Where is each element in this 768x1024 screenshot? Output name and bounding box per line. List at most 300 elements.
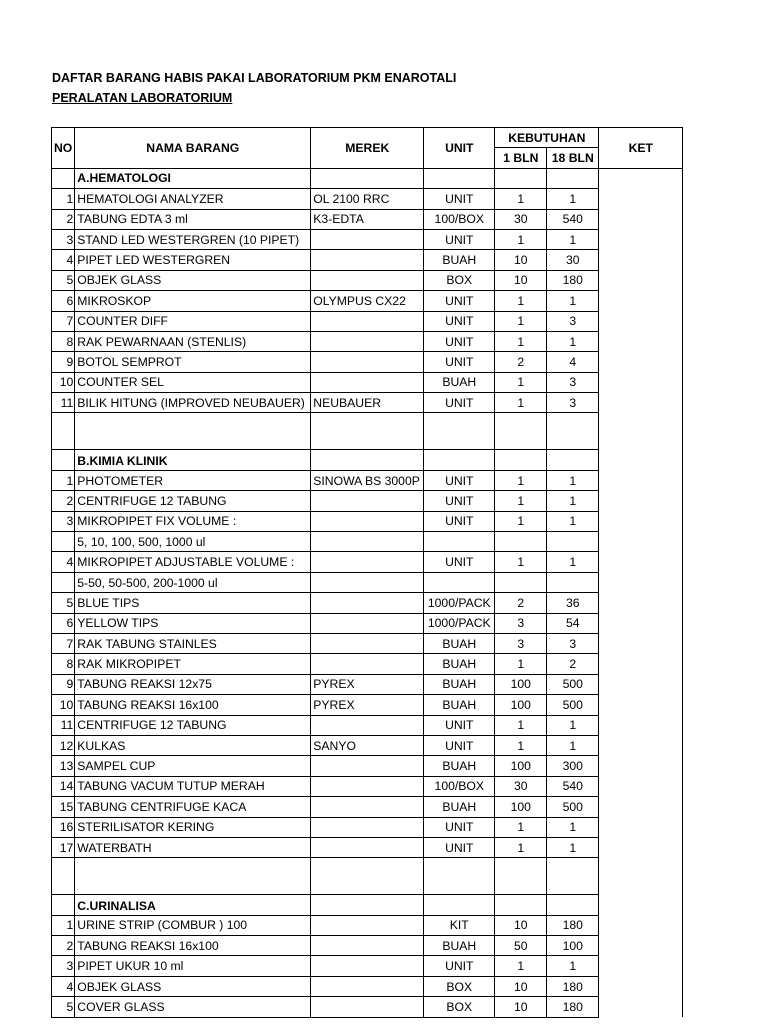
cell-no [52,895,75,915]
cell-unit: BUAH [424,654,495,674]
cell-unit: 1000/PACK [424,613,495,633]
cell-18-bln: 54 [547,613,599,633]
cell-no: 4 [52,250,75,270]
cell-nama-barang: BILIK HITUNG (IMPROVED NEUBAUER) [75,393,311,413]
cell-merek: PYREX [311,695,424,715]
cell-unit: BOX [424,270,495,290]
table-body [52,168,683,1017]
cell-nama-barang: MIKROSKOP [75,291,311,311]
cell-ket [599,511,683,531]
document-subtitle: PERALATAN LABORATORIUM [52,91,233,105]
cell-unit: BOX [424,976,495,996]
cell-18-bln: 1 [547,470,599,490]
cell-no: 2 [52,491,75,511]
cell-merek [311,915,424,935]
section-row [52,168,683,188]
cell-1-bln: 2 [495,593,547,613]
cell-merek [311,817,424,837]
table-row [52,352,683,372]
cell-nama-barang: COUNTER SEL [75,372,311,392]
cell-merek [311,756,424,776]
cell-18-bln: 100 [547,936,599,956]
table-row [52,291,683,311]
cell-nama-barang: TABUNG CENTRIFUGE KACA [75,797,311,817]
cell-no: 8 [52,654,75,674]
cell-unit: UNIT [424,331,495,351]
header-ket: KET [599,128,683,169]
cell-unit: BUAH [424,372,495,392]
cell-unit: UNIT [424,817,495,837]
cell-18-bln: 1 [547,837,599,857]
cell-18-bln: 1 [547,229,599,249]
cell-merek: K3-EDTA [311,209,424,229]
cell-merek [311,250,424,270]
cell-nama-barang: COVER GLASS [75,997,311,1017]
cell-18-bln: 300 [547,756,599,776]
cell-merek [311,311,424,331]
inventory-table [51,127,683,1018]
cell-merek [311,936,424,956]
cell-unit: UNIT [424,470,495,490]
cell-ket [599,895,683,915]
cell-ket [599,189,683,209]
cell-no: 6 [52,613,75,633]
cell-no: 1 [52,915,75,935]
cell-1-bln: 100 [495,674,547,694]
cell-merek [311,532,424,552]
cell-1-bln [495,895,547,915]
spacer-row [52,413,683,450]
table-row [52,189,683,209]
cell-merek [311,633,424,653]
section-title: B.KIMIA KLINIK [75,450,311,470]
cell-nama-barang: KULKAS [75,735,311,755]
cell-no: 11 [52,715,75,735]
cell-ket [599,209,683,229]
cell-merek [311,352,424,372]
cell-18-bln: 3 [547,393,599,413]
cell-1-bln: 1 [495,189,547,209]
cell-unit: UNIT [424,393,495,413]
cell-nama-barang: STAND LED WESTERGREN (10 PIPET) [75,229,311,249]
cell-1-bln: 1 [495,311,547,331]
cell-ket [599,654,683,674]
cell-ket [599,532,683,552]
cell-no: 17 [52,837,75,857]
cell-nama-barang: TABUNG EDTA 3 ml [75,209,311,229]
cell-merek: SANYO [311,735,424,755]
cell-merek [311,715,424,735]
cell-nama-barang: COUNTER DIFF [75,311,311,331]
table-row [52,331,683,351]
cell-unit: BUAH [424,936,495,956]
cell-nama-barang: 5-50, 50-500, 200-1000 ul [75,572,311,592]
cell-unit: KIT [424,915,495,935]
cell-empty [52,858,75,895]
table-row [52,817,683,837]
cell-1-bln: 2 [495,352,547,372]
cell-no: 2 [52,209,75,229]
table-row [52,511,683,531]
table-row [52,250,683,270]
cell-18-bln: 1 [547,331,599,351]
table-row [52,270,683,290]
table-row [52,997,683,1017]
cell-no [52,572,75,592]
cell-18-bln [547,450,599,470]
cell-no: 12 [52,735,75,755]
cell-18-bln: 30 [547,250,599,270]
inventory-sheet [51,127,683,1018]
table-row [52,613,683,633]
cell-ket [599,956,683,976]
table-row [52,311,683,331]
cell-1-bln: 1 [495,470,547,490]
table-row [52,572,683,592]
header-merek: MEREK [311,128,424,169]
cell-merek [311,976,424,996]
cell-no: 4 [52,552,75,572]
cell-nama-barang: TABUNG VACUM TUTUP MERAH [75,776,311,796]
cell-nama-barang: OBJEK GLASS [75,976,311,996]
cell-1-bln [495,572,547,592]
cell-unit: 100/BOX [424,209,495,229]
cell-unit: UNIT [424,291,495,311]
cell-1-bln [495,168,547,188]
cell-nama-barang: TABUNG REAKSI 12x75 [75,674,311,694]
cell-unit: UNIT [424,837,495,857]
cell-nama-barang: CENTRIFUGE 12 TABUNG [75,491,311,511]
table-row [52,674,683,694]
cell-unit: UNIT [424,229,495,249]
cell-merek [311,776,424,796]
cell-ket [599,168,683,188]
cell-nama-barang: STERILISATOR KERING [75,817,311,837]
cell-no: 1 [52,470,75,490]
table-row [52,695,683,715]
cell-merek [311,837,424,857]
cell-empty [424,858,495,895]
cell-no [52,532,75,552]
table-row [52,735,683,755]
table-row [52,470,683,490]
cell-1-bln: 1 [495,956,547,976]
cell-1-bln: 1 [495,491,547,511]
cell-1-bln: 30 [495,776,547,796]
cell-unit: BUAH [424,633,495,653]
cell-empty [495,858,547,895]
cell-empty [495,413,547,450]
cell-nama-barang: WATERBATH [75,837,311,857]
cell-unit: UNIT [424,552,495,572]
cell-unit: BUAH [424,250,495,270]
cell-unit [424,532,495,552]
cell-18-bln: 2 [547,654,599,674]
cell-merek [311,797,424,817]
header-no: NO [52,128,75,169]
cell-no: 15 [52,797,75,817]
cell-1-bln: 10 [495,997,547,1017]
cell-merek [311,229,424,249]
cell-merek [311,654,424,674]
cell-ket [599,915,683,935]
cell-18-bln: 1 [547,189,599,209]
table-row [52,633,683,653]
cell-18-bln: 540 [547,776,599,796]
cell-ket [599,735,683,755]
table-row [52,976,683,996]
cell-nama-barang: PHOTOMETER [75,470,311,490]
cell-no: 6 [52,291,75,311]
cell-nama-barang: BOTOL SEMPROT [75,352,311,372]
table-row [52,915,683,935]
cell-unit: UNIT [424,956,495,976]
cell-ket [599,817,683,837]
cell-no: 11 [52,393,75,413]
cell-ket [599,776,683,796]
cell-ket [599,393,683,413]
cell-unit: BUAH [424,695,495,715]
table-row [52,209,683,229]
cell-ket [599,331,683,351]
cell-no: 13 [52,756,75,776]
cell-1-bln: 1 [495,331,547,351]
cell-ket [599,674,683,694]
cell-empty [424,413,495,450]
table-row [52,593,683,613]
cell-empty [75,858,311,895]
cell-ket [599,593,683,613]
cell-unit: UNIT [424,311,495,331]
cell-unit: BOX [424,997,495,1017]
cell-nama-barang: HEMATOLOGI ANALYZER [75,189,311,209]
cell-ket [599,837,683,857]
table-row [52,532,683,552]
cell-empty [547,858,599,895]
cell-merek [311,593,424,613]
cell-unit: UNIT [424,189,495,209]
cell-18-bln: 180 [547,915,599,935]
cell-no: 7 [52,311,75,331]
cell-empty [75,413,311,450]
cell-18-bln: 500 [547,797,599,817]
cell-no: 5 [52,997,75,1017]
header-unit: UNIT [424,128,495,169]
cell-unit: UNIT [424,491,495,511]
cell-unit: UNIT [424,352,495,372]
cell-nama-barang: PIPET UKUR 10 ml [75,956,311,976]
cell-ket [599,695,683,715]
cell-nama-barang: CENTRIFUGE 12 TABUNG [75,715,311,735]
cell-1-bln: 100 [495,695,547,715]
cell-1-bln: 1 [495,393,547,413]
cell-18-bln: 1 [547,956,599,976]
cell-1-bln: 10 [495,250,547,270]
cell-nama-barang: RAK MIKROPIPET [75,654,311,674]
cell-18-bln: 500 [547,674,599,694]
cell-nama-barang: URINE STRIP (COMBUR ) 100 [75,915,311,935]
cell-no: 3 [52,229,75,249]
cell-18-bln: 1 [547,735,599,755]
cell-ket [599,229,683,249]
section-row [52,450,683,470]
cell-1-bln: 1 [495,291,547,311]
cell-no: 5 [52,593,75,613]
cell-1-bln: 1 [495,654,547,674]
cell-unit: UNIT [424,715,495,735]
cell-1-bln: 3 [495,613,547,633]
cell-no [52,168,75,188]
section-title: C.URINALISA [75,895,311,915]
cell-18-bln: 1 [547,491,599,511]
cell-18-bln: 1 [547,511,599,531]
cell-1-bln: 10 [495,976,547,996]
table-row [52,936,683,956]
table-row [52,491,683,511]
cell-1-bln: 3 [495,633,547,653]
table-row [52,776,683,796]
cell-no: 10 [52,695,75,715]
cell-merek [311,491,424,511]
header-kebutuhan: KEBUTUHAN [495,128,599,148]
cell-nama-barang: YELLOW TIPS [75,613,311,633]
cell-18-bln: 4 [547,352,599,372]
cell-merek [311,613,424,633]
cell-merek: NEUBAUER [311,393,424,413]
cell-ket [599,936,683,956]
cell-merek [311,372,424,392]
cell-no: 9 [52,674,75,694]
cell-18-bln [547,572,599,592]
cell-1-bln: 50 [495,936,547,956]
cell-ket [599,291,683,311]
cell-ket [599,613,683,633]
cell-empty [311,858,424,895]
cell-nama-barang: MIKROPIPET FIX VOLUME : [75,511,311,531]
cell-1-bln: 100 [495,756,547,776]
cell-no: 4 [52,976,75,996]
cell-unit: BUAH [424,674,495,694]
cell-ket [599,997,683,1017]
cell-18-bln: 3 [547,372,599,392]
cell-merek [311,956,424,976]
cell-1-bln [495,532,547,552]
cell-ket [599,756,683,776]
table-row [52,956,683,976]
cell-nama-barang: OBJEK GLASS [75,270,311,290]
cell-ket [599,715,683,735]
cell-unit [424,168,495,188]
cell-unit: UNIT [424,511,495,531]
cell-no: 7 [52,633,75,653]
cell-merek: SINOWA BS 3000P [311,470,424,490]
cell-1-bln: 1 [495,372,547,392]
cell-no [52,450,75,470]
cell-unit [424,450,495,470]
cell-no: 1 [52,189,75,209]
cell-18-bln: 540 [547,209,599,229]
cell-1-bln: 1 [495,837,547,857]
cell-unit: 100/BOX [424,776,495,796]
cell-merek [311,331,424,351]
cell-no: 2 [52,936,75,956]
section-title: A.HEMATOLOGI [75,168,311,188]
cell-18-bln: 180 [547,976,599,996]
cell-nama-barang: MIKROPIPET ADJUSTABLE VOLUME : [75,552,311,572]
table-row [52,229,683,249]
cell-no: 3 [52,956,75,976]
cell-1-bln: 1 [495,511,547,531]
cell-no: 3 [52,511,75,531]
cell-18-bln [547,532,599,552]
cell-18-bln: 3 [547,633,599,653]
cell-ket [599,491,683,511]
cell-merek: PYREX [311,674,424,694]
cell-nama-barang: 5, 10, 100, 500, 1000 ul [75,532,311,552]
cell-empty [52,413,75,450]
cell-18-bln: 180 [547,997,599,1017]
cell-empty [599,858,683,895]
document-title: DAFTAR BARANG HABIS PAKAI LABORATORIUM PKM ENAROTALI [52,71,457,85]
cell-merek [311,168,424,188]
cell-ket [599,270,683,290]
header-18-bln: 18 BLN [547,148,599,168]
cell-ket [599,372,683,392]
cell-unit: BUAH [424,756,495,776]
cell-18-bln: 180 [547,270,599,290]
cell-empty [311,413,424,450]
table-row [52,552,683,572]
cell-ket [599,250,683,270]
cell-ket [599,572,683,592]
header-nama-barang: NAMA BARANG [75,128,311,169]
table-row [52,393,683,413]
section-row [52,895,683,915]
cell-18-bln [547,168,599,188]
cell-nama-barang: RAK PEWARNAAN (STENLIS) [75,331,311,351]
cell-nama-barang: TABUNG REAKSI 16x100 [75,936,311,956]
cell-ket [599,552,683,572]
cell-ket [599,450,683,470]
table-row [52,797,683,817]
cell-18-bln: 1 [547,552,599,572]
cell-merek: OL 2100 RRC [311,189,424,209]
cell-merek [311,511,424,531]
cell-empty [599,413,683,450]
header-1-bln: 1 BLN [495,148,547,168]
cell-ket [599,352,683,372]
table-header [52,128,683,169]
cell-ket [599,797,683,817]
cell-nama-barang: PIPET LED WESTERGREN [75,250,311,270]
table-row [52,372,683,392]
cell-no: 5 [52,270,75,290]
cell-1-bln: 1 [495,552,547,572]
cell-empty [547,413,599,450]
cell-ket [599,470,683,490]
cell-18-bln: 1 [547,291,599,311]
cell-18-bln: 500 [547,695,599,715]
cell-1-bln: 1 [495,735,547,755]
cell-1-bln: 1 [495,715,547,735]
cell-1-bln: 10 [495,915,547,935]
cell-18-bln: 1 [547,817,599,837]
cell-no: 8 [52,331,75,351]
cell-1-bln [495,450,547,470]
cell-1-bln: 1 [495,229,547,249]
cell-no: 16 [52,817,75,837]
cell-no: 14 [52,776,75,796]
